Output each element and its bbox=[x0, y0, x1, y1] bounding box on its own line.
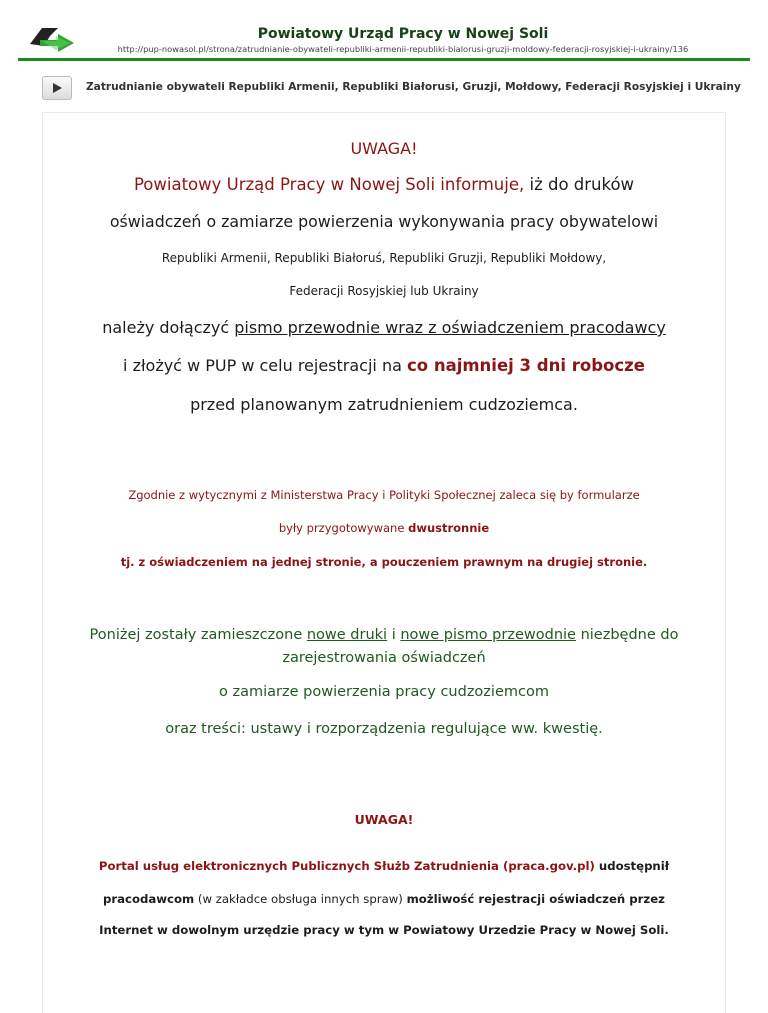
notice2-line-2 bbox=[43, 892, 725, 906]
online-registration-text: możliwość rejestracji oświadczeń przez bbox=[406, 892, 665, 906]
notice2-line-1-rest: udostępnił bbox=[594, 859, 670, 873]
notice2-heading: UWAGA! bbox=[354, 812, 414, 827]
ministry-line-3: tj. z oświadczeniem na jednej stronie, a pouczeniem prawnym na drugiej stronie. bbox=[120, 555, 648, 569]
employers-text: pracodawcom bbox=[103, 892, 195, 906]
notice-line-7: przed planowanym zatrudnieniem cudzoziemca. bbox=[190, 395, 578, 414]
documents-line-1 bbox=[43, 627, 725, 643]
site-title[interactable]: Powiatowy Urząd Pracy w Nowej Soli bbox=[257, 26, 549, 42]
notice2-line-1 bbox=[43, 859, 725, 873]
notice-heading: UWAGA! bbox=[350, 139, 418, 158]
new-cover-letter-link[interactable]: nowe pismo przewodnie bbox=[400, 627, 576, 643]
documents-line-4: oraz treści: ustawy i rozporządzenia regulujące ww. kwestię. bbox=[165, 721, 603, 737]
notice-line-1 bbox=[43, 175, 725, 194]
notice-line-2: oświadczeń o zamiarze powierzenia wykonywania pracy obywatelowi bbox=[109, 212, 659, 231]
notice-line-4: Federacji Rosyjskiej lub Ukrainy bbox=[289, 284, 479, 298]
page-url: http://pup-nowasol.pl/strona/zatrudnianie-obywateli-republiki-armenii-republiki-bialorusi-gruzji-moldowy-federacji-rosyjskiej-i-ukrainy/136 bbox=[117, 44, 689, 54]
notice-line-6 bbox=[43, 356, 725, 375]
cover-letter-link[interactable]: pismo przewodnie wraz z oświadczeniem pracodawcy bbox=[234, 318, 666, 337]
page-header bbox=[0, 0, 768, 62]
notice-line-1-rest: iż do druków bbox=[524, 175, 635, 194]
portal-name[interactable]: Portal usług elektronicznych Publicznych Służb Zatrudnienia (praca.gov.pl) bbox=[98, 859, 595, 873]
ministry-line-2-pre: były przygotowywane bbox=[278, 521, 409, 535]
deadline-text: co najmniej 3 dni robocze bbox=[406, 356, 645, 375]
double-sided-text: dwustronnie bbox=[408, 521, 490, 535]
breadcrumb-button[interactable] bbox=[42, 76, 72, 100]
notice-line-3: Republiki Armenii, Republiki Białoruś, Republiki Gruzji, Republiki Mołdowy, bbox=[161, 251, 607, 265]
notice-line-5-pre: należy dołączyć bbox=[102, 318, 235, 337]
documents-line-2: zarejestrowania oświadczeń bbox=[282, 650, 486, 666]
notice2-line-3: Internet w dowolnym urzędzie pracy w tym w Powiatowy Urzedzie Pracy w Nowej Soli. bbox=[99, 923, 669, 937]
play-arrow-icon bbox=[52, 83, 62, 93]
documents-line-1-pre: Poniżej zostały zamieszczone bbox=[89, 627, 307, 643]
header-divider bbox=[18, 58, 750, 61]
breadcrumb-title: Zatrudnianie obywateli Republiki Armenii, Republiki Białorusi, Gruzji, Mołdowy, Federacji Rosyjskiej i Ukrainy bbox=[86, 81, 741, 93]
notice-office-name: Powiatowy Urząd Pracy w Nowej Soli informuje, bbox=[133, 175, 525, 194]
breadcrumb bbox=[0, 62, 768, 104]
ministry-line-1: Zgodnie z wytycznymi z Ministerstwa Pracy i Polityki Społecznej zaleca się by formularze bbox=[128, 488, 640, 502]
new-forms-link[interactable]: nowe druki bbox=[306, 627, 388, 643]
documents-line-3: o zamiarze powierzenia pracy cudzoziemcom bbox=[219, 684, 549, 700]
notice-line-6-pre: i złożyć w PUP w celu rejestracji na bbox=[123, 356, 407, 375]
documents-line-1-post: niezbędne do bbox=[575, 627, 679, 643]
ministry-line-2 bbox=[43, 521, 725, 535]
article-content bbox=[42, 112, 726, 1013]
documents-line-1-mid: i bbox=[387, 627, 401, 643]
notice2-line-2-mid: (w zakładce obsługa innych spraw) bbox=[194, 892, 407, 906]
notice-line-5 bbox=[43, 318, 725, 337]
